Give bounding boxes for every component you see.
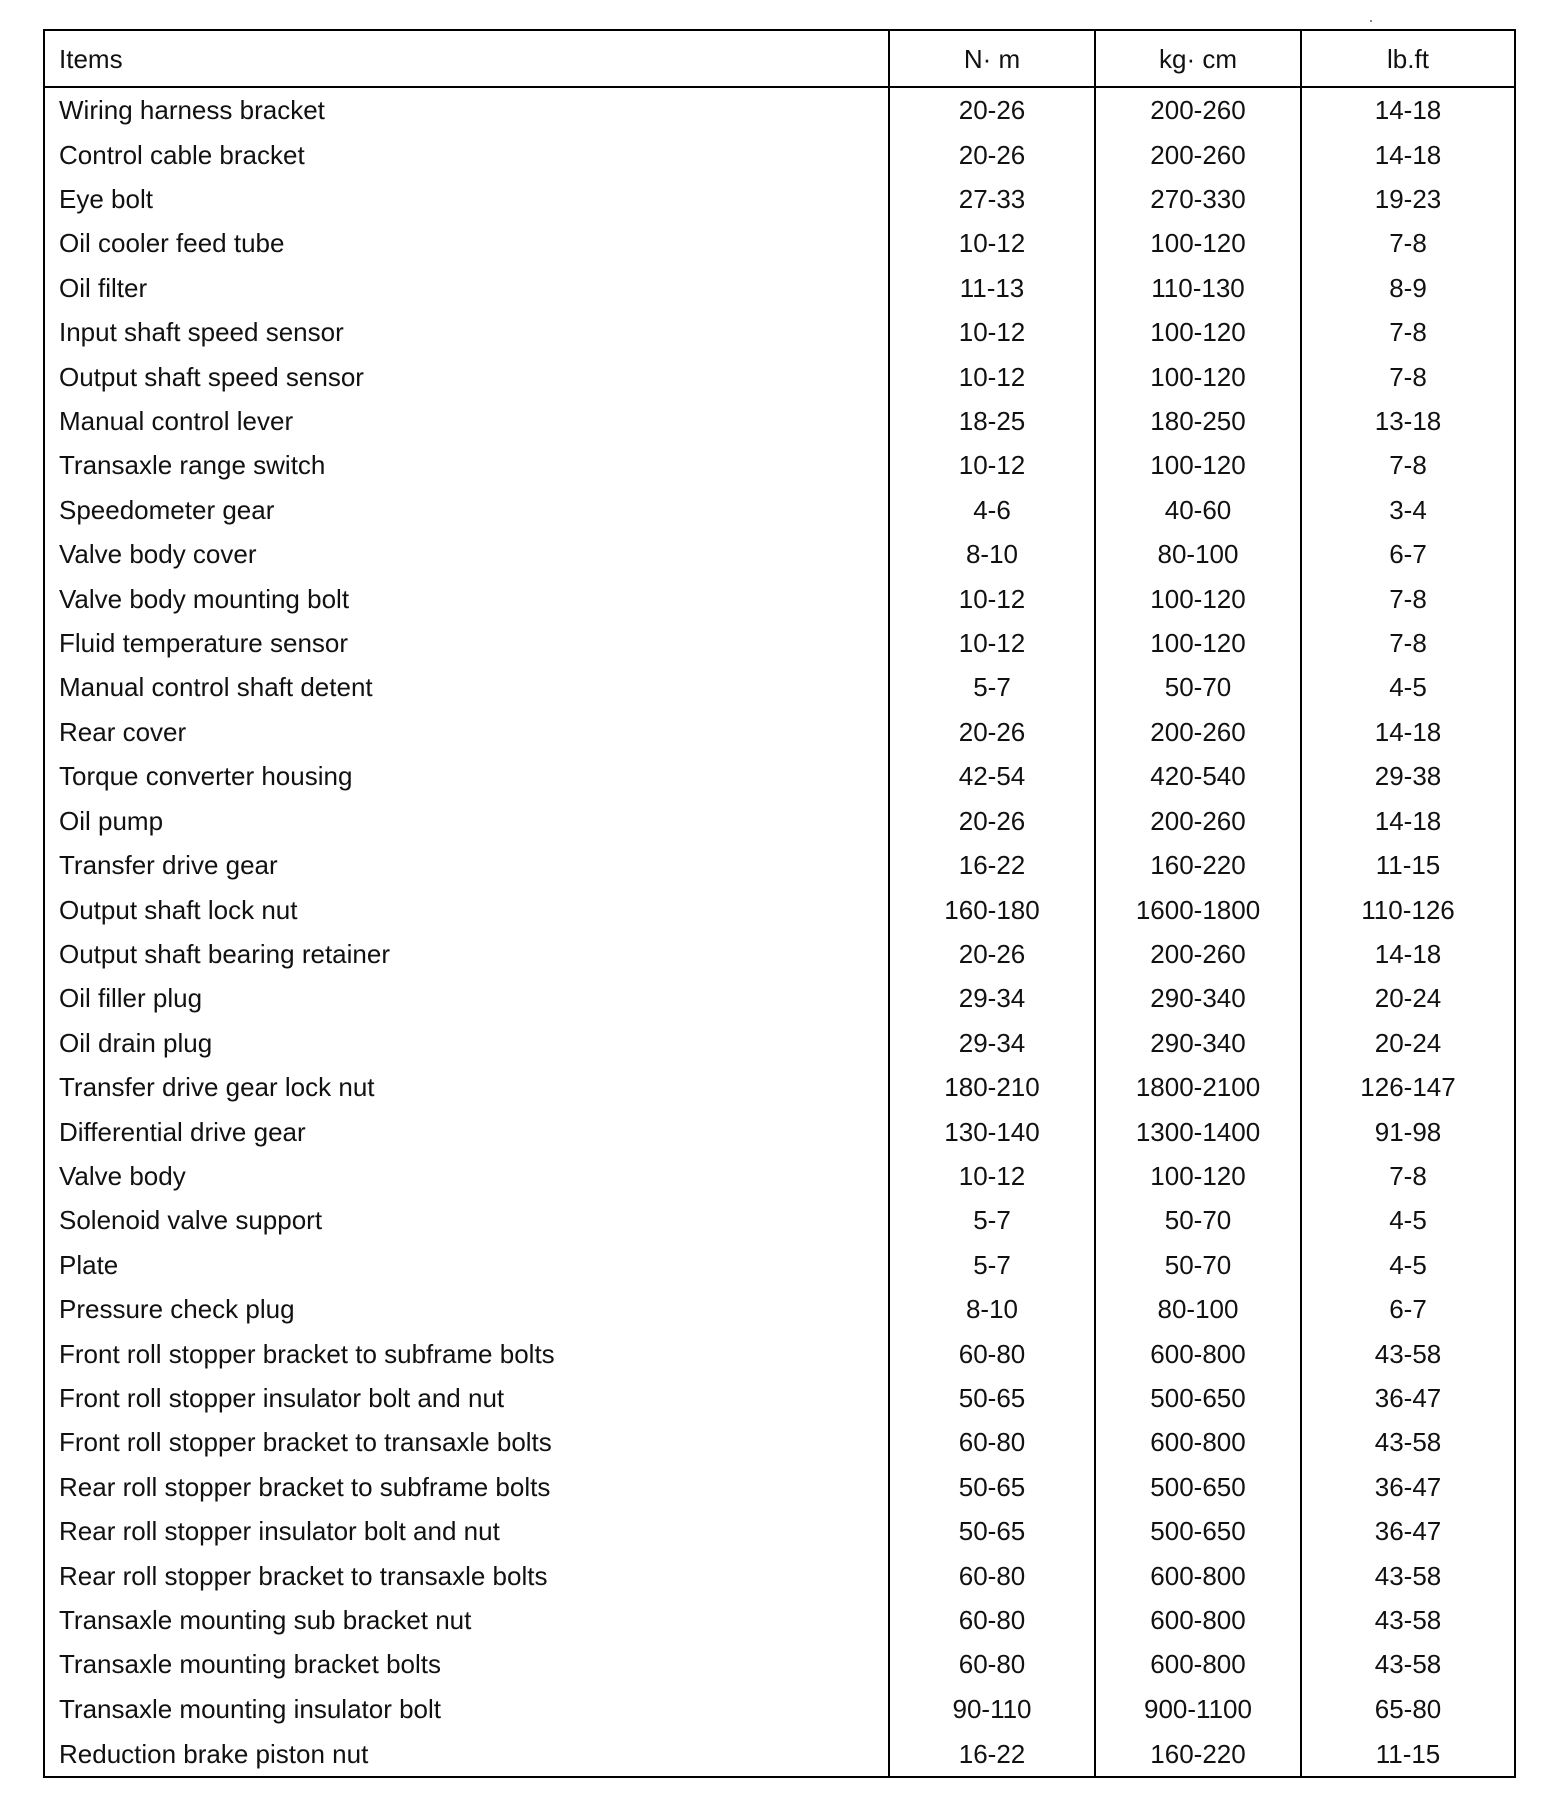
table-row (45, 399, 1514, 443)
cell-lbft: 7-8 (1301, 221, 1514, 265)
cell-lbft: 126-147 (1301, 1065, 1514, 1109)
cell-kgcm: 200-260 (1095, 799, 1301, 843)
cell-item: Valve body (59, 1160, 186, 1191)
cell-item: Transaxle range switch (59, 450, 326, 481)
cell-lbft: 65-80 (1301, 1687, 1514, 1731)
cell-nm: 10-12 (889, 621, 1095, 665)
torque-spec-table (45, 31, 1514, 1776)
cell-kgcm: 100-120 (1095, 221, 1301, 265)
cell-lbft: 14-18 (1301, 932, 1514, 976)
cell-item: Rear roll stopper bracket to subframe bolts (59, 1471, 551, 1502)
cell-lbft: 43-58 (1301, 1598, 1514, 1642)
cell-nm: 29-34 (889, 1021, 1095, 1065)
cell-kgcm: 1600-1800 (1095, 887, 1301, 931)
cell-kgcm: 160-220 (1095, 843, 1301, 887)
cell-kgcm: 420-540 (1095, 754, 1301, 798)
cell-nm: 8-10 (889, 1287, 1095, 1331)
cell-kgcm: 1800-2100 (1095, 1065, 1301, 1109)
cell-nm: 130-140 (889, 1109, 1095, 1153)
cell-nm: 10-12 (889, 310, 1095, 354)
cell-item: Output shaft bearing retainer (59, 938, 390, 969)
table-row (45, 576, 1514, 620)
cell-nm: 20-26 (889, 932, 1095, 976)
cell-lbft: 43-58 (1301, 1553, 1514, 1597)
cell-kgcm: 100-120 (1095, 1154, 1301, 1198)
cell-nm: 20-26 (889, 87, 1095, 132)
cell-nm: 20-26 (889, 799, 1095, 843)
header-kgcm: kg· cm (1095, 31, 1301, 87)
table-row (45, 1198, 1514, 1242)
cell-nm: 20-26 (889, 132, 1095, 176)
cell-lbft: 11-15 (1301, 843, 1514, 887)
header-nm: N· m (889, 31, 1095, 87)
cell-lbft: 4-5 (1301, 1243, 1514, 1287)
cell-nm: 5-7 (889, 665, 1095, 709)
table-row (45, 1109, 1514, 1153)
table-row (45, 843, 1514, 887)
cell-lbft: 14-18 (1301, 710, 1514, 754)
cell-lbft: 8-9 (1301, 266, 1514, 310)
table-row (45, 1687, 1514, 1731)
cell-kgcm: 100-120 (1095, 443, 1301, 487)
cell-item: Output shaft lock nut (59, 894, 298, 925)
cell-kgcm: 500-650 (1095, 1465, 1301, 1509)
cell-lbft: 14-18 (1301, 132, 1514, 176)
cell-item: Solenoid valve support (59, 1205, 323, 1236)
cell-lbft: 6-7 (1301, 532, 1514, 576)
table-row (45, 1509, 1514, 1553)
table-row (45, 221, 1514, 265)
cell-item: Transfer drive gear (59, 850, 278, 881)
cell-nm: 29-34 (889, 976, 1095, 1020)
cell-kgcm: 200-260 (1095, 932, 1301, 976)
cell-nm: 60-80 (889, 1420, 1095, 1464)
cell-nm: 10-12 (889, 576, 1095, 620)
cell-lbft: 36-47 (1301, 1376, 1514, 1420)
cell-nm: 27-33 (889, 177, 1095, 221)
cell-kgcm: 50-70 (1095, 1198, 1301, 1242)
cell-lbft: 13-18 (1301, 399, 1514, 443)
cell-nm: 50-65 (889, 1465, 1095, 1509)
table-row (45, 1642, 1514, 1686)
cell-nm: 11-13 (889, 266, 1095, 310)
cell-lbft: 7-8 (1301, 310, 1514, 354)
cell-kgcm: 50-70 (1095, 1243, 1301, 1287)
cell-lbft: 7-8 (1301, 443, 1514, 487)
cell-lbft: 20-24 (1301, 1021, 1514, 1065)
cell-kgcm: 500-650 (1095, 1509, 1301, 1553)
table-row (45, 87, 1514, 132)
table-row (45, 488, 1514, 532)
cell-lbft: 7-8 (1301, 354, 1514, 398)
cell-item: Valve body mounting bolt (59, 583, 350, 614)
table-row (45, 177, 1514, 221)
cell-item: Pressure check plug (59, 1294, 295, 1325)
cell-kgcm: 180-250 (1095, 399, 1301, 443)
cell-nm: 8-10 (889, 532, 1095, 576)
cell-item: Oil drain plug (59, 1027, 213, 1058)
cell-lbft: 14-18 (1301, 87, 1514, 132)
cell-kgcm: 200-260 (1095, 87, 1301, 132)
table-row (45, 443, 1514, 487)
cell-item: Manual control lever (59, 406, 294, 437)
cell-item: Plate (59, 1249, 119, 1280)
cell-item: Torque converter housing (59, 761, 353, 792)
table-row (45, 932, 1514, 976)
cell-nm: 50-65 (889, 1509, 1095, 1553)
cell-nm: 20-26 (889, 710, 1095, 754)
cell-kgcm: 290-340 (1095, 1021, 1301, 1065)
cell-kgcm: 1300-1400 (1095, 1109, 1301, 1153)
cell-item: Rear roll stopper insulator bolt and nut (59, 1516, 500, 1547)
cell-nm: 10-12 (889, 354, 1095, 398)
cell-kgcm: 100-120 (1095, 354, 1301, 398)
table-row (45, 1465, 1514, 1509)
cell-nm: 10-12 (889, 443, 1095, 487)
table-row (45, 1331, 1514, 1375)
cell-kgcm: 100-120 (1095, 310, 1301, 354)
cell-item: Rear cover (59, 716, 187, 747)
table-row (45, 354, 1514, 398)
table-header (45, 31, 1514, 87)
table-row (45, 1243, 1514, 1287)
cell-lbft: 43-58 (1301, 1420, 1514, 1464)
table-row (45, 976, 1514, 1020)
cell-nm: 10-12 (889, 221, 1095, 265)
cell-lbft: 43-58 (1301, 1642, 1514, 1686)
table-row (45, 1376, 1514, 1420)
cell-lbft: 19-23 (1301, 177, 1514, 221)
cell-lbft: 91-98 (1301, 1109, 1514, 1153)
table-row (45, 1553, 1514, 1597)
cell-nm: 4-6 (889, 488, 1095, 532)
cell-nm: 16-22 (889, 843, 1095, 887)
table-row (45, 1154, 1514, 1198)
table-row (45, 132, 1514, 176)
cell-lbft: 20-24 (1301, 976, 1514, 1020)
cell-kgcm: 80-100 (1095, 1287, 1301, 1331)
cell-kgcm: 100-120 (1095, 576, 1301, 620)
cell-lbft: 7-8 (1301, 621, 1514, 665)
cell-item: Input shaft speed sensor (59, 317, 344, 348)
cell-item: Transaxle mounting bracket bolts (59, 1649, 442, 1680)
cell-kgcm: 100-120 (1095, 621, 1301, 665)
cell-nm: 16-22 (889, 1731, 1095, 1776)
cell-lbft: 6-7 (1301, 1287, 1514, 1331)
cell-kgcm: 40-60 (1095, 488, 1301, 532)
cell-lbft: 11-15 (1301, 1731, 1514, 1776)
cell-kgcm: 900-1100 (1095, 1687, 1301, 1731)
cell-item: Transfer drive gear lock nut (59, 1072, 375, 1103)
torque-spec-table-frame (43, 29, 1516, 1778)
cell-nm: 60-80 (889, 1331, 1095, 1375)
table-row (45, 1065, 1514, 1109)
cell-kgcm: 80-100 (1095, 532, 1301, 576)
cell-kgcm: 200-260 (1095, 132, 1301, 176)
cell-item: Oil cooler feed tube (59, 228, 285, 259)
cell-nm: 60-80 (889, 1598, 1095, 1642)
cell-lbft: 3-4 (1301, 488, 1514, 532)
header-items: Items (45, 31, 889, 87)
cell-kgcm: 160-220 (1095, 1731, 1301, 1776)
cell-kgcm: 600-800 (1095, 1642, 1301, 1686)
table-row (45, 1598, 1514, 1642)
cell-nm: 42-54 (889, 754, 1095, 798)
table-body (45, 87, 1514, 1776)
table-row (45, 621, 1514, 665)
cell-item: Manual control shaft detent (59, 672, 373, 703)
cell-lbft: 14-18 (1301, 799, 1514, 843)
cell-item: Rear roll stopper bracket to transaxle bolts (59, 1560, 548, 1591)
cell-kgcm: 600-800 (1095, 1598, 1301, 1642)
cell-lbft: 7-8 (1301, 576, 1514, 620)
cell-item: Fluid temperature sensor (59, 628, 349, 659)
table-row (45, 1021, 1514, 1065)
cell-item: Valve body cover (59, 539, 257, 570)
cell-lbft: 36-47 (1301, 1465, 1514, 1509)
cell-lbft: 4-5 (1301, 1198, 1514, 1242)
cell-kgcm: 600-800 (1095, 1331, 1301, 1375)
cell-lbft: 43-58 (1301, 1331, 1514, 1375)
cell-item: Transaxle mounting insulator bolt (59, 1693, 442, 1724)
cell-lbft: 29-38 (1301, 754, 1514, 798)
table-row (45, 710, 1514, 754)
cell-lbft: 36-47 (1301, 1509, 1514, 1553)
cell-lbft: 7-8 (1301, 1154, 1514, 1198)
cell-nm: 5-7 (889, 1198, 1095, 1242)
cell-item: Front roll stopper bracket to subframe bolts (59, 1338, 555, 1369)
cell-item: Oil pump (59, 805, 164, 836)
table-row (45, 665, 1514, 709)
cell-nm: 60-80 (889, 1642, 1095, 1686)
table-row (45, 1287, 1514, 1331)
cell-nm: 160-180 (889, 887, 1095, 931)
cell-nm: 60-80 (889, 1553, 1095, 1597)
cell-kgcm: 500-650 (1095, 1376, 1301, 1420)
cell-nm: 5-7 (889, 1243, 1095, 1287)
cell-lbft: 4-5 (1301, 665, 1514, 709)
cell-item: Transaxle mounting sub bracket nut (59, 1605, 472, 1636)
cell-kgcm: 270-330 (1095, 177, 1301, 221)
cell-item: Oil filter (59, 272, 148, 303)
cell-nm: 10-12 (889, 1154, 1095, 1198)
cell-item: Front roll stopper insulator bolt and nut (59, 1382, 505, 1413)
cell-kgcm: 110-130 (1095, 266, 1301, 310)
cell-item: Control cable bracket (59, 139, 305, 170)
cell-kgcm: 200-260 (1095, 710, 1301, 754)
cell-item: Speedometer gear (59, 494, 275, 525)
table-row (45, 532, 1514, 576)
cell-kgcm: 600-800 (1095, 1420, 1301, 1464)
table-row (45, 1420, 1514, 1464)
cell-nm: 90-110 (889, 1687, 1095, 1731)
table-row (45, 1731, 1514, 1776)
cell-item: Reduction brake piston nut (59, 1738, 369, 1769)
scan-speck (1370, 20, 1372, 22)
table-row (45, 754, 1514, 798)
cell-nm: 18-25 (889, 399, 1095, 443)
header-lbft: lb.ft (1301, 31, 1514, 87)
table-row (45, 266, 1514, 310)
cell-kgcm: 600-800 (1095, 1553, 1301, 1597)
cell-nm: 180-210 (889, 1065, 1095, 1109)
cell-kgcm: 50-70 (1095, 665, 1301, 709)
table-row (45, 887, 1514, 931)
cell-item: Output shaft speed sensor (59, 361, 364, 392)
cell-nm: 50-65 (889, 1376, 1095, 1420)
header-row (45, 31, 1514, 87)
cell-item: Eye bolt (59, 184, 153, 215)
table-row (45, 799, 1514, 843)
cell-item: Differential drive gear (59, 1116, 306, 1147)
cell-item: Oil filler plug (59, 983, 203, 1014)
cell-lbft: 110-126 (1301, 887, 1514, 931)
cell-item: Wiring harness bracket (59, 95, 325, 126)
cell-item: Front roll stopper bracket to transaxle bolts (59, 1427, 552, 1458)
table-row (45, 310, 1514, 354)
cell-kgcm: 290-340 (1095, 976, 1301, 1020)
